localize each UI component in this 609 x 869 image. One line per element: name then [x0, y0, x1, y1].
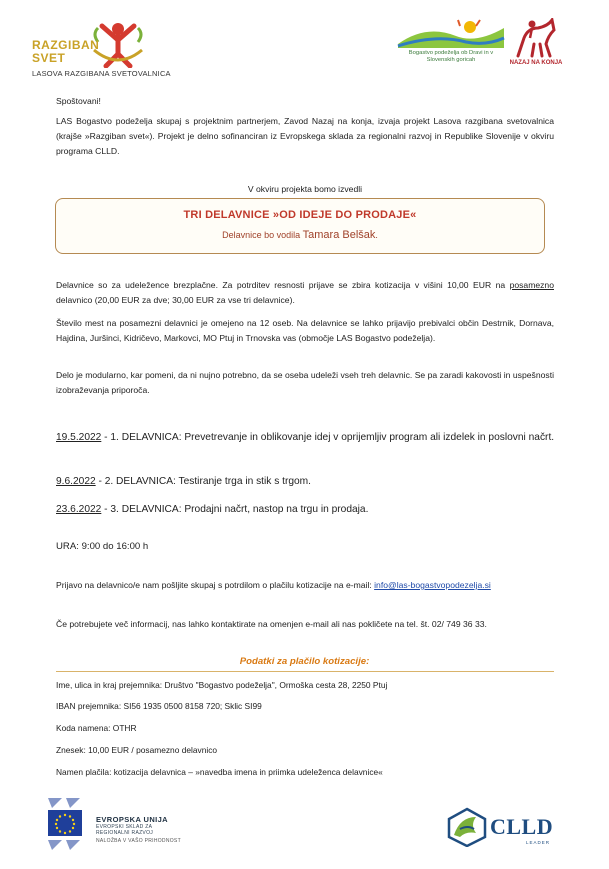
- konja-caption: NAZAJ NA KONJA: [509, 60, 563, 66]
- eu-fund-line2: REGIONALNI RAZVOJ: [96, 830, 154, 836]
- eu-slogan: NALOŽBA V VAŠO PRIHODNOST: [96, 838, 181, 844]
- las-bogastvo-logo: [396, 18, 506, 70]
- clld-logo: [446, 807, 561, 849]
- capacity-paragraph: Število mest na posamezni delavnici je omejeno na 12 oseb. Na delavnice se lahko prijavijo prebivalci občin Destrnik, Dornava, Hajdina, Juršinci, Kidričevo, Markovci, MO Ptuj in Trnovska vas (območje LAS Bogastvo podeželja).: [56, 318, 554, 343]
- clld-emblem-icon: [446, 807, 488, 847]
- payment-recipient: Ime, ulica in kraj prejemnika: Društvo "Bogastvo podeželja", Ormoška cesta 28, 2250 Ptuj: [56, 680, 388, 690]
- payment-divider: [56, 671, 554, 672]
- intro-paragraph: LAS Bogastvo podeželja skupaj s projektnim partnerjem, Zavod Nazaj na konja, izvaja projekt Lasova razgibana svetovalnica (krajše »Razgiban svet«). Projekt je delno sofinanciran iz Evropskega sklada za regionalni razvoj in Republike Slovenije v okviru programa CLLD.: [56, 116, 554, 156]
- workshop-item: [56, 430, 556, 446]
- email-link[interactable]: info@las-bogastvopodezelja.si: [374, 580, 491, 590]
- eu-logo: [44, 796, 214, 854]
- eu-emblem-icon: [44, 796, 88, 854]
- fee-paragraph: [56, 278, 554, 308]
- eu-text-block: [96, 815, 181, 844]
- landscape-icon: [396, 18, 506, 50]
- time-line: URA: 9:00 do 16:00 h: [56, 541, 149, 552]
- application-text: Prijavo na delavnico/e nam pošljite skupaj s potrdilom o plačilu kotizacije na e-mail:: [56, 580, 375, 590]
- nazaj-na-konja-logo: [508, 18, 564, 70]
- modular-paragraph: Delo je modularno, kar pomeni, da ni nujno potrebno, da se oseba udeleži vseh treh delavnic. Se pa zaradi kakovosti in uspešnosti izobraževanja priporoča.: [56, 370, 554, 395]
- payment-code: Koda namena: OTHR: [56, 723, 137, 733]
- razgiban-word: RAZGIBAN: [32, 38, 100, 52]
- fee-underlined: posamezno: [509, 280, 554, 290]
- eu-title: EVROPSKA UNIJA: [96, 815, 169, 824]
- eu-fund-line1: EVROPSKI SKLAD ZA: [96, 824, 153, 830]
- workshop-title: TRI DELAVNICE »OD IDEJE DO PRODAJE«: [183, 209, 417, 221]
- razgiban-subtitle: LASOVA RAZGIBANA SVETOVALNICA: [32, 69, 171, 78]
- workshop-date: 19.5.2022: [56, 432, 102, 443]
- svet-word: SVET: [32, 51, 66, 65]
- workshop-text: - 1. DELAVNICA: Prevetrevanje in oblikovanje idej v oprijemljiv program ali izdelek in poslovni načrt.: [101, 432, 555, 443]
- horse-icon: [508, 18, 564, 60]
- workshop-item: [56, 502, 556, 518]
- payment-iban: IBAN prejemnika: SI56 1935 0500 8158 720; Sklic SI99: [56, 701, 262, 711]
- workshop-text: - 2. DELAVNICA: Testiranje trga in stik s trgom.: [95, 476, 311, 487]
- workshop-date: 23.6.2022: [56, 504, 102, 515]
- contact-paragraph: Če potrebujete več informacij, nas lahko kontaktirate na omenjen e-mail ali nas pokličete na tel. št. 02/ 749 36 33.: [56, 619, 487, 629]
- fee-text-a: Delavnice so za udeležence brezplačne. Za potrditev resnosti prijave se zbira kotizacija v višini 10,00 EUR na: [56, 280, 510, 290]
- clld-subtext: LEADER: [526, 840, 551, 845]
- payment-amount: Znesek: 10,00 EUR / posamezno delavnico: [56, 745, 218, 755]
- led-by-label: Delavnice bo vodila: [222, 230, 301, 240]
- workshop-date: 9.6.2022: [56, 476, 96, 487]
- razgiban-svet-logo: [30, 20, 200, 82]
- led-by-period: .: [375, 230, 378, 240]
- payment-title: Podatki za plačilo kotizacije:: [239, 656, 370, 667]
- workshop-item: [56, 474, 556, 490]
- leader-name: Tamara Belšak: [302, 229, 376, 241]
- workshop-text: - 3. DELAVNICA: Prodajni načrt, nastop na trgu in prodaja.: [101, 504, 369, 515]
- payment-purpose: Namen plačila: kotizacija delavnica – »navedba imena in priimka udeleženca delavnice«: [56, 767, 383, 777]
- clld-text: CLLD: [490, 814, 554, 839]
- las-caption: Bogastvo podeželja ob Dravi in v Slovenskih goricah: [408, 50, 494, 63]
- fee-text-b: delavnico (20,00 EUR za dve; 30,00 EUR za vse tri delavnice).: [56, 295, 295, 305]
- greeting: Spoštovani!: [56, 96, 101, 106]
- workshop-title-box: [55, 198, 545, 254]
- led-by-line: [56, 229, 544, 241]
- application-paragraph: [56, 578, 554, 593]
- lead-line: V okviru projekta bomo izvedli: [247, 184, 363, 194]
